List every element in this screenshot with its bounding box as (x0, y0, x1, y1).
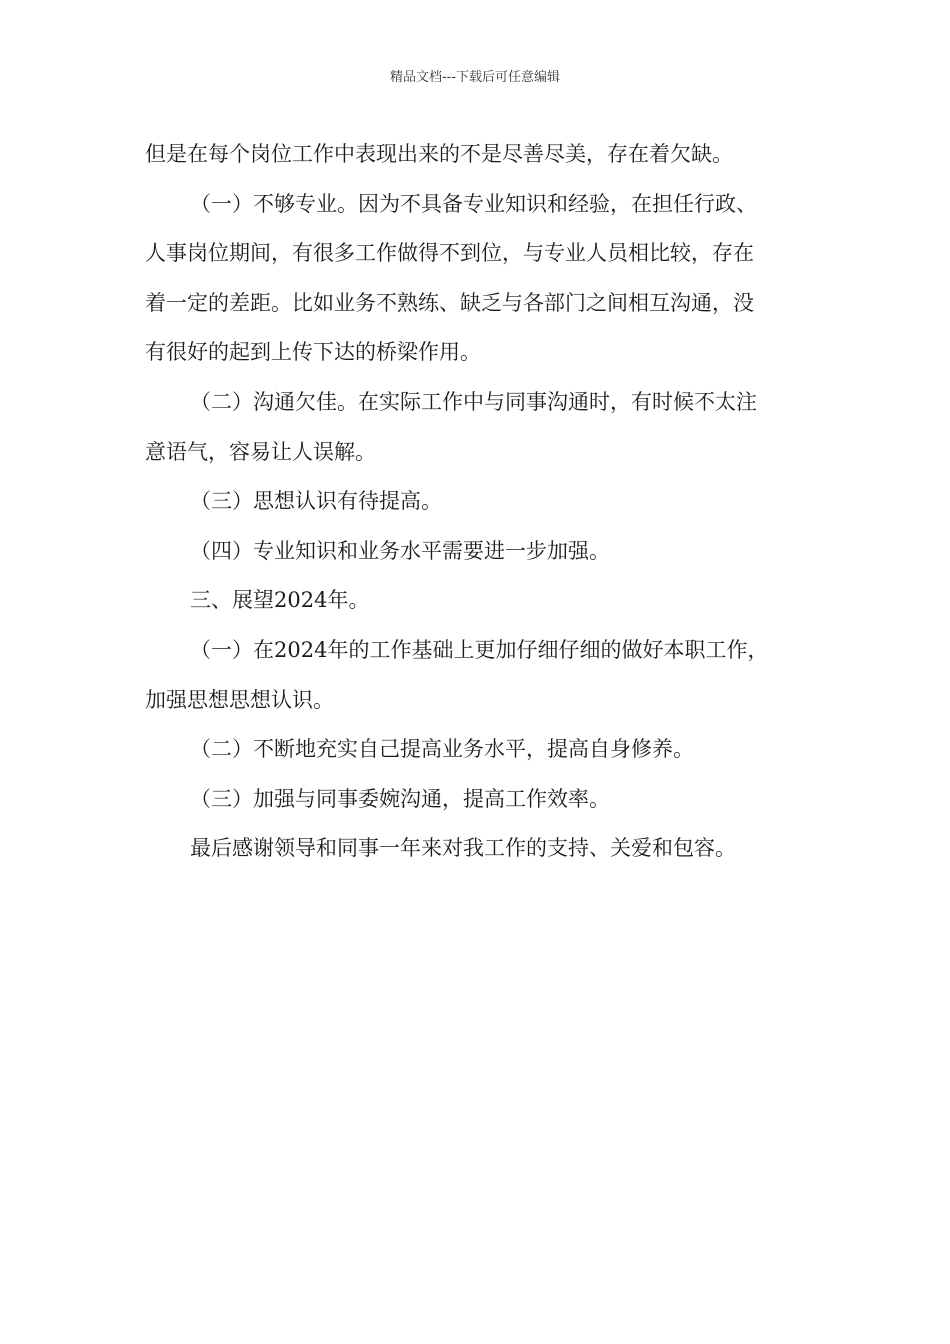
text-line: （四）专业知识和业务水平需要进一步加强。 (190, 538, 610, 563)
text-line: （二）不断地充实自己提高业务水平，提高自身修养。 (190, 737, 694, 762)
text-line: （三）思想认识有待提高。 (190, 489, 442, 514)
text-line: 着一定的差距。比如业务不熟练、缺乏与各部门之间相互沟通，没 (145, 290, 754, 315)
text-line: （三）加强与同事委婉沟通，提高工作效率。 (190, 786, 610, 811)
closing-line: 最后感谢领导和同事一年来对我工作的支持、关爱和包容。 (190, 836, 736, 861)
text-line: 人事岗位期间，有很多工作做得不到位，与专业人员相比较，存在 (145, 241, 754, 266)
text-line: （一）不够专业。因为不具备专业知识和经验，在担任行政、 (190, 191, 757, 216)
text-line: （二）沟通欠佳。在实际工作中与同事沟通时，有时候不太注 (190, 389, 757, 414)
text-line: 但是在每个岗位工作中表现出来的不是尽善尽美，存在着欠缺。 (145, 142, 733, 166)
text-line: 加强思想思想认识。 (145, 687, 334, 712)
section-heading: 三、展望2024年。 (190, 588, 370, 613)
page-header: 精品文档---下载后可任意编辑 (389, 70, 561, 85)
text-line: 意语气，容易让人误解。 (145, 439, 376, 464)
text-line: 有很好的起到上传下达的桥梁作用。 (145, 340, 481, 365)
text-line: （一）在2024年的工作基础上更加仔细仔细的做好本职工作， (190, 637, 769, 662)
document-body (145, 130, 810, 874)
